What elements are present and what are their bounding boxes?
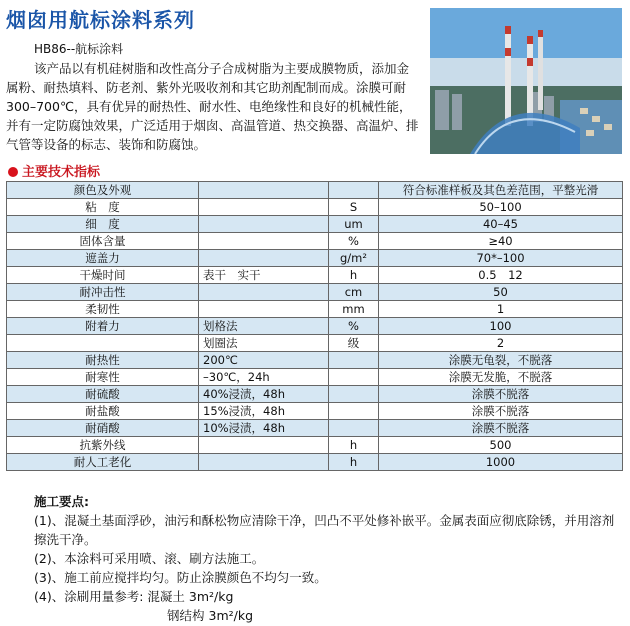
table-row (7, 437, 623, 454)
spec-condition: –30℃，24h (199, 369, 329, 386)
spec-unit (329, 386, 379, 403)
spec-condition (199, 182, 329, 199)
table-row (7, 199, 623, 216)
section-title: 主要技术指标 (22, 165, 101, 180)
spec-condition (199, 250, 329, 267)
spec-value: 涂膜不脱落 (379, 403, 623, 420)
spec-condition: 40%浸渍，48h (199, 386, 329, 403)
notes-heading: 施工要点: (34, 494, 89, 509)
spec-value: 2 (379, 335, 623, 352)
industrial-scene-illustration (430, 8, 622, 154)
spec-unit: um (329, 216, 379, 233)
spec-name: 耐盐酸 (7, 403, 199, 420)
spec-condition: 10%浸渍，48h (199, 420, 329, 437)
notes-item-4b (34, 606, 622, 625)
spec-unit (329, 420, 379, 437)
spec-name: 抗紫外线 (7, 437, 199, 454)
table-row (7, 284, 623, 301)
spec-unit: g/m² (329, 250, 379, 267)
usage-concrete-name: 混凝土 (147, 589, 185, 604)
spec-unit: 级 (329, 335, 379, 352)
notes-item-3: (3)、施工前应搅拌均匀。防止涂膜颜色不均匀一致。 (34, 570, 327, 585)
spec-name: 耐冲击性 (7, 284, 199, 301)
spec-name: 耐人工老化 (7, 454, 199, 471)
spec-condition (199, 199, 329, 216)
spec-name: 耐硫酸 (7, 386, 199, 403)
usage-concrete-value: 3m²/kg (188, 589, 234, 604)
spec-unit: S (329, 199, 379, 216)
spec-name: 耐寒性 (7, 369, 199, 386)
spec-condition: 200℃ (199, 352, 329, 369)
spec-unit (329, 352, 379, 369)
notes-item-2: (2)、本涂料可采用喷、滚、刷方法施工。 (34, 551, 265, 566)
table-row (7, 216, 623, 233)
spec-condition: 表干 实干 (199, 267, 329, 284)
table-row (7, 403, 623, 420)
table-row (7, 335, 623, 352)
usage-steel-name: 钢结构 (167, 608, 205, 623)
spec-name: 干燥时间 (7, 267, 199, 284)
spec-unit: % (329, 233, 379, 250)
spec-unit (329, 403, 379, 420)
spec-unit: h (329, 267, 379, 284)
usage-steel-value: 3m²/kg (208, 608, 254, 623)
spec-name: 粘 度 (7, 199, 199, 216)
spec-value: 500 (379, 437, 623, 454)
table-row (7, 420, 623, 437)
table-row (7, 386, 623, 403)
table-row (7, 267, 623, 284)
spec-unit: h (329, 454, 379, 471)
spec-name: 固体含量 (7, 233, 199, 250)
notes-item-1: (1)、混凝土基面浮砂，油污和酥松物应清除干净，凹凸不平处修补嵌平。金属表面应彻底除锈，并用溶剂擦洗干净。 (34, 513, 615, 547)
spec-name: 遮盖力 (7, 250, 199, 267)
table-row (7, 352, 623, 369)
spec-value: 符合标准样板及其色差范围，平整光滑 (379, 182, 623, 199)
spec-value: 50 (379, 284, 623, 301)
chimney-photo (430, 8, 622, 154)
spec-value: 100 (379, 318, 623, 335)
table-row (7, 369, 623, 386)
spec-condition (199, 284, 329, 301)
spec-name: 柔韧性 (7, 301, 199, 318)
spec-unit: mm (329, 301, 379, 318)
spec-unit (329, 369, 379, 386)
spec-value: 50–100 (379, 199, 623, 216)
spec-name: 颜色及外观 (7, 182, 199, 199)
table-row (7, 454, 623, 471)
spec-name: 附着力 (7, 318, 199, 335)
table-row (7, 250, 623, 267)
spec-condition: 划圈法 (199, 335, 329, 352)
spec-condition: 15%浸渍，48h (199, 403, 329, 420)
spec-unit: h (329, 437, 379, 454)
table-row (7, 318, 623, 335)
page-title: 烟囱用航标涂料系列 (6, 8, 195, 32)
spec-unit: % (329, 318, 379, 335)
spec-name (7, 335, 199, 352)
bullet-dot-icon (8, 167, 18, 177)
product-subtitle: HB86--航标涂料 (34, 42, 124, 56)
spec-table (6, 181, 623, 471)
spec-value: 1000 (379, 454, 623, 471)
spec-unit (329, 182, 379, 199)
spec-condition (199, 301, 329, 318)
table-row (7, 233, 623, 250)
spec-value: 涂膜不脱落 (379, 420, 623, 437)
spec-name: 细 度 (7, 216, 199, 233)
spec-condition: 划格法 (199, 318, 329, 335)
spec-condition (199, 437, 329, 454)
spec-value: 0.5 12 (379, 267, 623, 284)
spec-value: 涂膜无龟裂，不脱落 (379, 352, 623, 369)
spec-value: 40–45 (379, 216, 623, 233)
spec-unit: cm (329, 284, 379, 301)
notes-item-4 (34, 587, 622, 606)
spec-name: 耐硝酸 (7, 420, 199, 437)
spec-value: 涂膜无发脆，不脱落 (379, 369, 623, 386)
spec-value: 70*–100 (379, 250, 623, 267)
spec-condition (199, 233, 329, 250)
spec-condition (199, 454, 329, 471)
product-description: 该产品以有机硅树脂和改性高分子合成树脂为主要成膜物质，添加金属粉、耐热填料、防老剂、紫外光吸收剂和其它助剂配制而成。涂膜可耐300–700℃，具有优异的耐热性、耐水性、电绝缘性和良好的机械性能，并有一定防腐蚀效果，广泛适用于烟囱、高温管道、热交换器、高温炉、排气管等设备的标志、装饰和防腐蚀。 (6, 61, 419, 152)
spec-name: 耐热性 (7, 352, 199, 369)
spec-value: 1 (379, 301, 623, 318)
spec-condition (199, 216, 329, 233)
table-row (7, 301, 623, 318)
construction-notes (6, 492, 622, 625)
table-row (7, 182, 623, 199)
section-heading (8, 161, 100, 180)
usage-label: (4)、涂刷用量参考: (34, 589, 144, 604)
spec-value: ≥40 (379, 233, 623, 250)
spec-value: 涂膜不脱落 (379, 386, 623, 403)
